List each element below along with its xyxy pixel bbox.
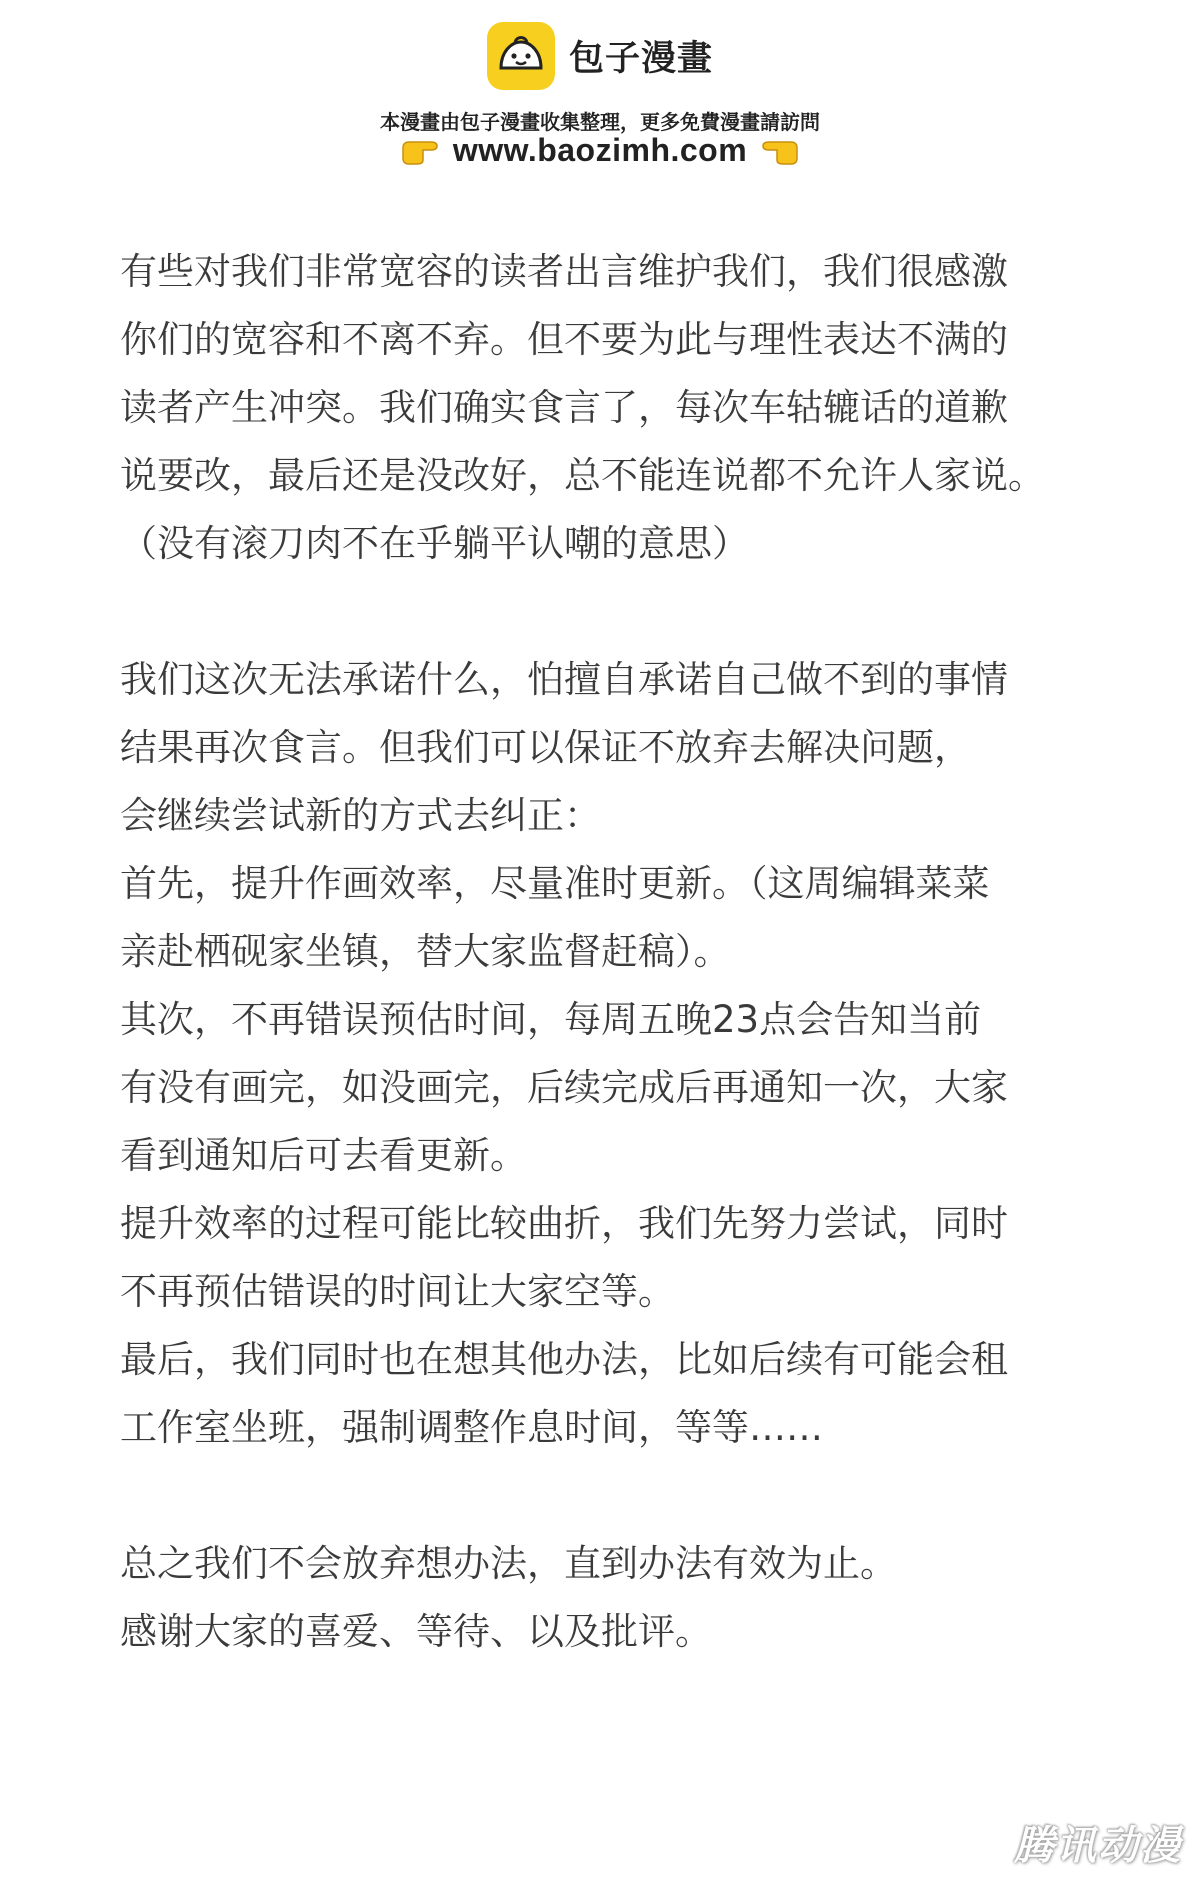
text-line: 你们的宽容和不离不弃。但不要为此与理性表达不满的 [120,318,1008,361]
text-line: 工作室坐班，强制调整作息时间，等等…… [120,1406,823,1449]
paragraph [120,1530,1080,1666]
paragraph-gap [120,1462,1080,1530]
paragraph [120,646,1080,1462]
text-line: 亲赴栖砚家坐镇，替大家监督赶稿）。 [120,930,731,973]
paragraph-gap [120,578,1080,646]
text-line: 结果再次食言。但我们可以保证不放弃去解决问题， [120,726,971,769]
brand-row [0,22,1200,90]
text-line: 首先，提升作画效率，尽量准时更新。（这周编辑菜菜 [120,862,990,905]
text-line: 读者产生冲突。我们确实食言了，每次车轱辘话的道歉 [120,386,1008,429]
notice-body [120,238,1080,1666]
source-header [0,0,1200,180]
source-tagline: 本漫畫由包子漫畫收集整理，更多免費漫畫請訪問 [380,110,820,134]
text-line: （没有滚刀肉不在乎躺平认嘲的意思） [120,522,749,565]
text-line: 提升效率的过程可能比较曲折，我们先努力尝试，同时 [120,1202,1008,1245]
text-line: 看到通知后可去看更新。 [120,1134,527,1177]
pointing-right-hand-icon [401,136,441,166]
pointing-left-hand-icon [759,136,799,166]
brand-name: 包子漫畫 [568,39,713,79]
paragraph [120,238,1080,578]
text-line: 其次，不再错误预估时间，每周五晚23点会告知当前 [120,998,982,1041]
text-line: 有没有画完，如没画完，后续完成后再通知一次，大家 [120,1066,1008,1109]
text-line: 最后，我们同时也在想其他办法，比如后续有可能会租 [120,1338,1008,1381]
site-url[interactable]: www.baozimh.com [452,132,748,168]
bun-logo-icon [487,22,555,90]
text-line: 不再预估错误的时间让大家空等。 [120,1270,675,1313]
url-row [0,132,1200,169]
text-line: 会继续尝试新的方式去纠正： [120,794,601,837]
text-line: 总之我们不会放弃想办法，直到办法有效为止。 [120,1542,897,1585]
text-line: 说要改，最后还是没改好，总不能连说都不允许人家说。 [120,454,1045,497]
text-line: 我们这次无法承诺什么，怕擅自承诺自己做不到的事情 [120,658,1008,701]
watermark-logo: 腾讯动漫 [1014,1823,1182,1869]
text-line: 有些对我们非常宽容的读者出言维护我们，我们很感激 [120,250,1008,293]
text-line: 感谢大家的喜爱、等待、以及批评。 [120,1610,712,1653]
